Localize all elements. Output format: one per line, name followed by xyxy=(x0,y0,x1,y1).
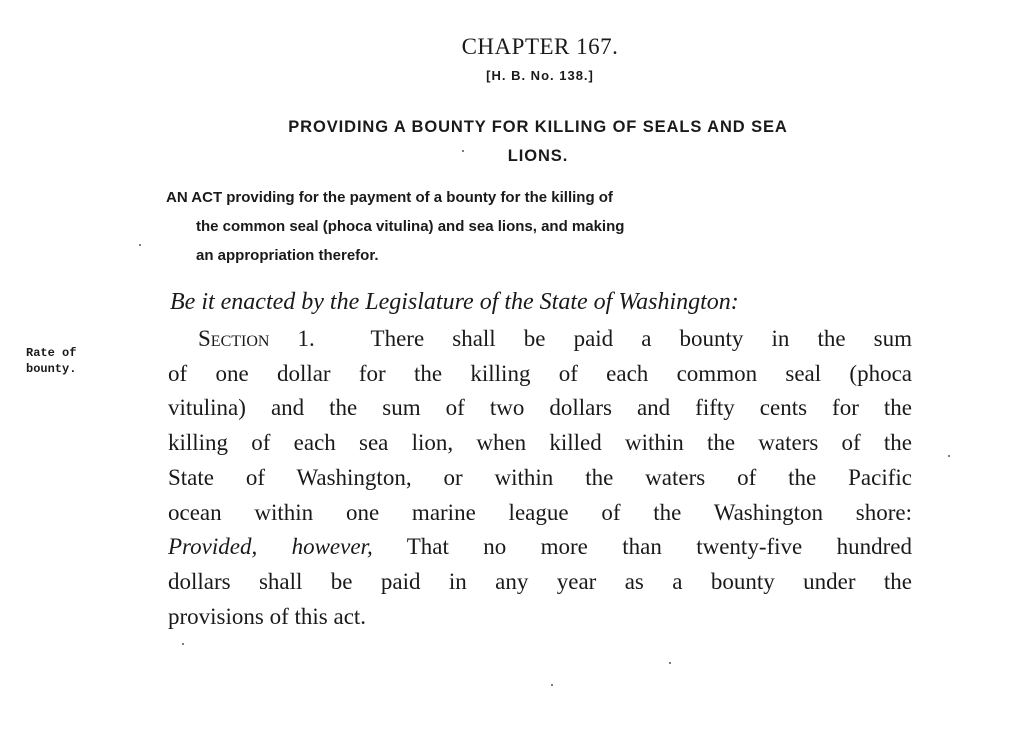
act-heading xyxy=(166,113,910,171)
section-line-3: vitulina) and the sum of two dollars and fifty cents for the xyxy=(168,395,912,421)
margin-note xyxy=(26,345,76,377)
scan-speck xyxy=(462,150,464,152)
act-heading-line-1: PROVIDING A BOUNTY FOR KILLING OF SEALS AND SEA xyxy=(288,118,788,136)
section-line-8: dollars shall be paid in any year as a bounty under the xyxy=(168,568,912,594)
section-line-7 xyxy=(168,530,912,565)
act-title-line-3: an appropriation therefor. xyxy=(196,247,379,264)
section-number: 1. xyxy=(297,326,315,351)
section-line-4: killing of each sea lion, when killed within the waters of the xyxy=(168,430,912,456)
section-line-9: provisions of this act. xyxy=(168,603,367,629)
proviso-rest: That no more than twenty-five hundred xyxy=(406,534,912,560)
proviso-italic: Provided, however, xyxy=(168,534,373,560)
act-title-line-2: the common seal (phoca vitulina) and sea lions, and making xyxy=(196,218,625,235)
scan-speck xyxy=(182,643,184,645)
section-line-5: State of Washington, or within the waters of the Pacific xyxy=(168,464,912,490)
scan-speck xyxy=(139,244,141,246)
act-title-line-1: AN ACT providing for the payment of a bounty for the killing of xyxy=(166,189,613,206)
margin-note-line-2: bounty. xyxy=(26,362,77,376)
section-line-6: ocean within one marine league of the Washington shore: xyxy=(168,499,912,525)
scan-speck xyxy=(551,684,553,686)
act-heading-line-2: LIONS. xyxy=(507,147,569,165)
section-label: Section xyxy=(198,326,270,351)
bill-number: [H. B. No. 138.] xyxy=(486,68,594,83)
scan-speck xyxy=(669,662,671,664)
section-body xyxy=(168,322,912,634)
section-line-2: of one dollar for the killing of each common seal (phoca xyxy=(168,360,912,386)
enacting-clause: Be it enacted by the Legislature of the State of Washington: xyxy=(170,289,739,315)
scan-speck xyxy=(948,455,950,457)
act-title xyxy=(166,183,910,270)
chapter-title: CHAPTER 167. xyxy=(461,34,619,59)
margin-note-line-1: Rate of xyxy=(26,346,77,360)
section-line-1 xyxy=(168,322,912,357)
section-text-1: There shall be paid a bounty in the sum xyxy=(370,326,912,351)
